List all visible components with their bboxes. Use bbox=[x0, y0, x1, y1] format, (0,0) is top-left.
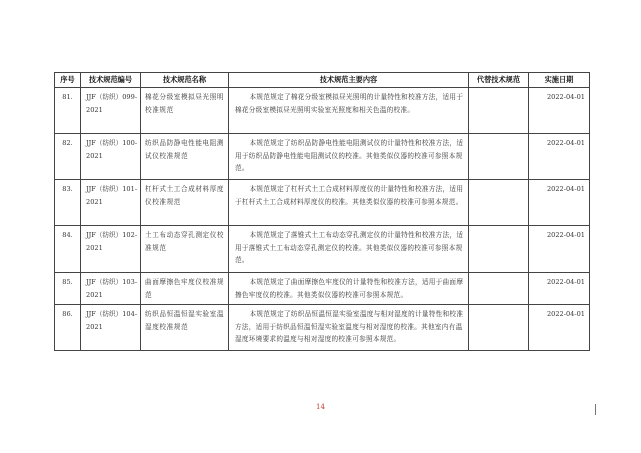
row-content: 本规范规定了纺织品恒温恒湿实验室温度与相对湿度的计量特性和校准方法，适用于纺织品恒温恒湿实验室温度与相对湿度的校准。其他室内有温湿度环境要求的温度与相对湿度的校准可参照本规范。 bbox=[229, 305, 469, 351]
header-row bbox=[55, 73, 590, 88]
table-row bbox=[55, 180, 590, 226]
row-name: 土工布动态穿孔测定仪校准规范 bbox=[141, 226, 229, 273]
row-date: 2022-04-01 bbox=[529, 273, 590, 305]
row-no: 85. bbox=[55, 273, 81, 305]
row-code: JJF（纺织）099-2021 bbox=[81, 88, 141, 134]
table-row bbox=[55, 273, 590, 305]
header-replace: 代替技术规范 bbox=[469, 73, 529, 88]
row-replace bbox=[469, 180, 529, 226]
row-replace bbox=[469, 134, 529, 180]
row-content: 本规范规定了棉花分级室模拟昼光照明的计量特性和校准方法，适用于棉花分级室模拟昼光照明实验室光照度和相关色温的校准。 bbox=[229, 88, 469, 134]
row-content: 本规范规定了纺织品防静电性能电阻测试仪的计量特性和校准方法，适用于纺织品防静电性能电阻测试仪的校准。其他类似仪器的校准可参照本规范。 bbox=[229, 134, 469, 180]
header-name: 技术规范名称 bbox=[141, 73, 229, 88]
table-row bbox=[55, 134, 590, 180]
row-content: 本规范规定了杠杆式土工合成材料厚度仪的计量特性和校准方法，适用于杠杆式土工合成材料厚度仪的校准。其他类似仪器的校准可参照本规范。 bbox=[229, 180, 469, 226]
row-replace bbox=[469, 273, 529, 305]
table-row bbox=[55, 226, 590, 273]
row-name: 棉花分级室模拟昼光照明校准规范 bbox=[141, 88, 229, 134]
row-replace bbox=[469, 88, 529, 134]
header-content: 技术规范主要内容 bbox=[229, 73, 469, 88]
row-code: JJF（纺织）101-2021 bbox=[81, 180, 141, 226]
row-date: 2022-04-01 bbox=[529, 180, 590, 226]
table-row bbox=[55, 88, 590, 134]
row-code: JJF（纺织）103-2021 bbox=[81, 273, 141, 305]
row-date: 2022-04-01 bbox=[529, 226, 590, 273]
header-code: 技术规范编号 bbox=[81, 73, 141, 88]
row-date: 2022-04-01 bbox=[529, 134, 590, 180]
row-no: 82. bbox=[55, 134, 81, 180]
spec-table bbox=[54, 72, 590, 351]
margin-mark bbox=[595, 404, 596, 415]
row-replace bbox=[469, 305, 529, 351]
table-row bbox=[55, 305, 590, 351]
header-date: 实施日期 bbox=[529, 73, 590, 88]
row-code: JJF（纺织）104-2021 bbox=[81, 305, 141, 351]
row-no: 81. bbox=[55, 88, 81, 134]
row-date: 2022-04-01 bbox=[529, 88, 590, 134]
row-name: 杠杆式土工合成材料厚度仪校准规范 bbox=[141, 180, 229, 226]
header-no: 序号 bbox=[55, 73, 81, 88]
row-no: 84. bbox=[55, 226, 81, 273]
row-name: 曲面摩擦色牢度仪校准规范 bbox=[141, 273, 229, 305]
row-replace bbox=[469, 226, 529, 273]
row-name: 纺织品恒温恒湿实验室温湿度校准规范 bbox=[141, 305, 229, 351]
row-content: 本规范规定了曲面摩擦色牢度仪的计量特性和校准方法，适用于曲面摩擦色牢度仪的校准。其他类似仪器的校准可参照本规范。 bbox=[229, 273, 469, 305]
row-no: 83. bbox=[55, 180, 81, 226]
row-code: JJF（纺织）100-2021 bbox=[81, 134, 141, 180]
row-no: 86. bbox=[55, 305, 81, 351]
page-number: 14 bbox=[316, 403, 325, 411]
row-date: 2022-04-01 bbox=[529, 305, 590, 351]
row-code: JJF（纺织）102-2021 bbox=[81, 226, 141, 273]
row-content: 本规范规定了落锥式土工布动态穿孔测定仪的计量特性和校准方法，适用于落锥式土工布动态穿孔测定仪的校准。其他类似仪器的校准可参照本规范。 bbox=[229, 226, 469, 273]
row-name: 纺织品防静电性能电阻测试仪校准规范 bbox=[141, 134, 229, 180]
